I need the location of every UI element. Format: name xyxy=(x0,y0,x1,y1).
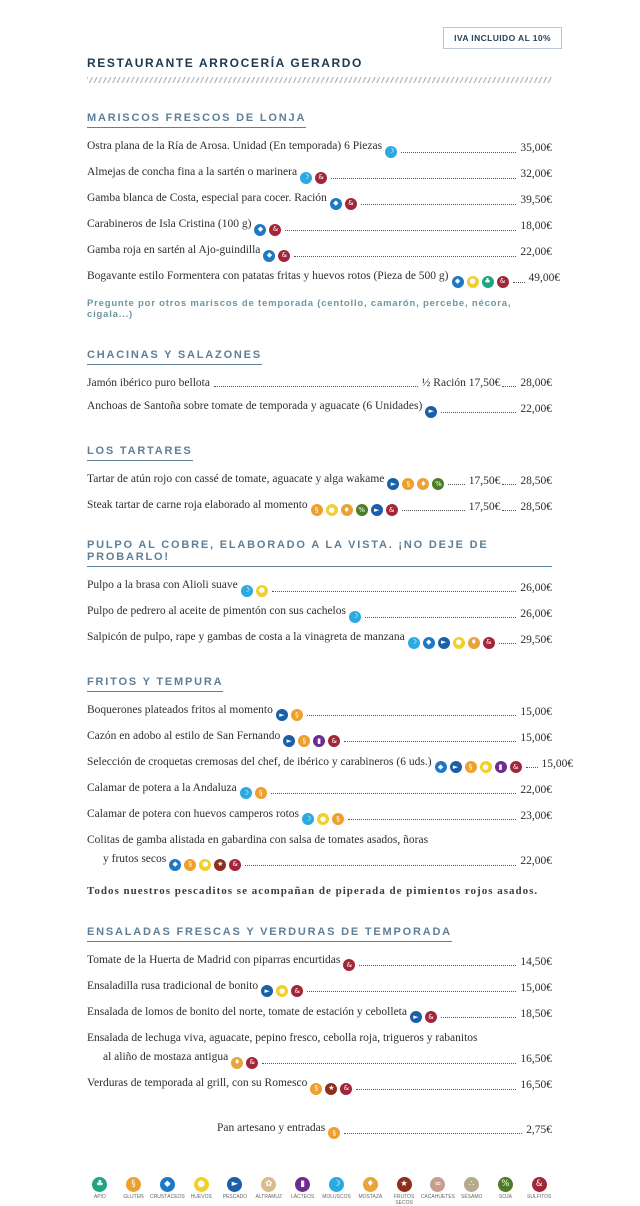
legend-label: CRUSTÁCEOS xyxy=(150,1194,185,1201)
menu-item-text: Colitas de gamba alistada en gabardina con salsa de tomates asados, ñoras xyxy=(87,833,429,846)
huevos-allergen-icon: ● xyxy=(326,504,338,516)
dotted-leader xyxy=(271,793,517,794)
menu-item-row xyxy=(87,1005,552,1022)
dotted-leader xyxy=(331,178,516,179)
legend-label: LÁCTEOS xyxy=(290,1194,315,1201)
menu-item-row xyxy=(87,139,552,156)
menu-item-row xyxy=(87,953,552,970)
legend-item-sesamo xyxy=(459,1177,485,1200)
menu-item-name-and-allergens xyxy=(87,953,355,970)
moluscos-allergen-icon: ☽ xyxy=(329,1177,344,1192)
sulfitos-allergen-icon: & xyxy=(386,504,398,516)
dotted-leader xyxy=(499,643,517,644)
menu-section xyxy=(87,922,552,1093)
sulfitos-allergen-icon: & xyxy=(343,959,355,971)
legend-item-mostaza xyxy=(358,1177,384,1200)
huevos-allergen-icon: ● xyxy=(199,859,211,871)
legend-label: PESCADO xyxy=(222,1194,248,1201)
menu-item-price: 2,75€ xyxy=(526,1123,552,1136)
menu-item-name-and-allergens xyxy=(87,399,437,416)
menu-item-row xyxy=(87,399,552,416)
menu-item-name: Selección de croquetas cremosas del chef, de ibérico y carabineros (6 uds.) xyxy=(87,755,432,768)
dotted-leader xyxy=(359,965,516,966)
apio-allergen-icon: ♣ xyxy=(482,276,494,288)
legend-label: APIO xyxy=(93,1194,106,1201)
dotted-leader xyxy=(307,715,516,716)
menu-item-price: 28,50€ xyxy=(520,501,552,513)
menu-item-price: 26,00€ xyxy=(520,581,552,594)
menu-item-name: Pulpo de pedrero al aceite de pimentón con sus cachelos xyxy=(87,605,346,618)
menu-item-name: Boquerones plateados fritos al momento xyxy=(87,703,273,716)
fried-fish-note: Todos nuestros pescaditos se acompañan de piperada de pimientos rojos asados. xyxy=(87,884,539,897)
gluten-allergen-icon: § xyxy=(255,787,267,799)
dotted-leader xyxy=(448,484,464,485)
menu-item-name-and-allergens xyxy=(87,269,509,286)
menu-item-name-and-allergens xyxy=(87,630,495,647)
lacteos-allergen-icon: ▮ xyxy=(313,735,325,747)
menu-item-row xyxy=(87,807,552,824)
pescado-allergen-icon: ► xyxy=(425,406,437,418)
gluten-allergen-icon: § xyxy=(465,761,477,773)
menu-item-name: Tomate de la Huerta de Madrid con piparras encurtidas xyxy=(87,953,341,966)
soja-allergen-icon: % xyxy=(432,478,444,490)
sulfitos-allergen-icon: & xyxy=(328,735,340,747)
section-heading: FRITOS Y TEMPURA xyxy=(87,676,223,692)
sulfitos-allergen-icon: & xyxy=(315,172,327,184)
legend-item-sulfitos xyxy=(526,1177,552,1200)
menu-item-price: 39,50€ xyxy=(520,194,552,207)
menu-item-price: 16,50€ xyxy=(520,1053,552,1066)
mostaza-allergen-icon: ♦ xyxy=(363,1177,378,1192)
bread-cover-item xyxy=(87,1121,552,1138)
moluscos-allergen-icon: ☽ xyxy=(241,585,253,597)
pescado-allergen-icon: ► xyxy=(410,1011,422,1023)
crustaceos-allergen-icon: ◆ xyxy=(452,276,464,288)
legend-label: MOLUSCOS xyxy=(322,1194,351,1201)
menu-item-name-and-allergens xyxy=(87,578,268,595)
menu-item-row xyxy=(217,1121,552,1138)
menu-item-price: 26,00€ xyxy=(520,607,552,620)
soja-allergen-icon: % xyxy=(498,1177,513,1192)
menu-item-name-and-allergens xyxy=(87,1005,437,1022)
dotted-leader xyxy=(262,1063,516,1064)
sulfitos-allergen-icon: & xyxy=(497,276,509,288)
frutos_secos-allergen-icon: ★ xyxy=(214,859,226,871)
legend-label: GLUTEN xyxy=(123,1194,144,1201)
menu-item-name-and-allergens xyxy=(87,139,397,156)
dotted-leader xyxy=(272,591,517,592)
lacteos-allergen-icon: ▮ xyxy=(295,1177,310,1192)
dotted-leader xyxy=(441,412,516,413)
menu-item-name: al aliño de mostaza antigua xyxy=(103,1051,229,1064)
menu-item-name: Gamba roja en sartén al Ajo-guindilla xyxy=(87,244,261,256)
dotted-leader xyxy=(502,484,516,485)
menu-item-row xyxy=(87,472,552,489)
menu-item-name: Salpicón de pulpo, rape y gambas de costa a la vinagreta de manzana xyxy=(87,631,405,644)
menu-item-row xyxy=(87,269,561,286)
menu-item-price: 29,50€ xyxy=(520,633,552,646)
half-portion-price: ½ Ración 17,50€ xyxy=(421,376,501,389)
iva-included-badge: IVA INCLUIDO AL 10% xyxy=(443,27,562,49)
gluten-allergen-icon: § xyxy=(291,709,303,721)
cacahuetes-allergen-icon: ∞ xyxy=(430,1177,445,1192)
pescado-allergen-icon: ► xyxy=(438,637,450,649)
menu-item-row xyxy=(87,630,552,647)
menu-item-price: 18,00€ xyxy=(520,220,552,233)
menu-item-name-and-allergens xyxy=(87,781,267,798)
moluscos-allergen-icon: ☽ xyxy=(385,146,397,158)
crustaceos-allergen-icon: ◆ xyxy=(423,637,435,649)
menu-item-price: 22,00€ xyxy=(520,246,552,259)
menu-item-row xyxy=(87,1050,552,1067)
legend-item-apio xyxy=(87,1177,113,1200)
menu-item-price: 32,00€ xyxy=(520,168,552,181)
legend-item-moluscos xyxy=(324,1177,350,1200)
pescado-allergen-icon: ► xyxy=(283,735,295,747)
menu-item-name-and-allergens xyxy=(87,979,303,996)
crustaceos-allergen-icon: ◆ xyxy=(160,1177,175,1192)
sulfitos-allergen-icon: & xyxy=(246,1057,258,1069)
gluten-allergen-icon: § xyxy=(298,735,310,747)
dotted-leader xyxy=(245,865,516,866)
dotted-leader xyxy=(526,767,538,768)
menu-section xyxy=(87,539,552,647)
menu-item-name: Almejas de concha fina a la sartén o marinera xyxy=(87,166,298,178)
legend-label: SOJA xyxy=(498,1194,512,1201)
mostaza-allergen-icon: ♦ xyxy=(231,1057,243,1069)
huevos-allergen-icon: ● xyxy=(453,637,465,649)
menu-item-name: Bogavante estilo Formentera con patatas fritas y huevos rotos (Pieza de 500 g) xyxy=(87,270,449,282)
menu-item-row xyxy=(87,243,552,260)
legend-item-frutos_secos xyxy=(391,1177,417,1206)
menu-item-price: 22,00€ xyxy=(520,855,552,868)
dotted-leader xyxy=(348,819,516,820)
crustaceos-allergen-icon: ◆ xyxy=(254,224,266,236)
menu-item-price: 15,00€ xyxy=(520,732,552,744)
legend-label: SULFITOS xyxy=(526,1194,552,1201)
sulfitos-allergen-icon: & xyxy=(532,1177,547,1192)
huevos-allergen-icon: ● xyxy=(480,761,492,773)
huevos-allergen-icon: ● xyxy=(317,813,329,825)
lacteos-allergen-icon: ▮ xyxy=(495,761,507,773)
menu-item-row xyxy=(87,755,574,772)
menu-item-price: 15,00€ xyxy=(520,981,552,994)
gluten-allergen-icon: § xyxy=(332,813,344,825)
menu-item-name-and-allergens xyxy=(87,807,344,824)
menu-item-name: Ensalada de lomos de bonito del norte, tomate de estación y cebolleta xyxy=(87,1005,407,1018)
menu-item-name-and-allergens xyxy=(87,191,357,208)
huevos-allergen-icon: ● xyxy=(276,985,288,997)
moluscos-allergen-icon: ☽ xyxy=(302,813,314,825)
menu-item-name: Pan artesano y entradas xyxy=(217,1121,326,1134)
menu-item-row xyxy=(87,729,552,746)
sulfitos-allergen-icon: & xyxy=(269,224,281,236)
menu-item-name-and-allergens xyxy=(87,729,340,746)
legend-label: CACAHUETES xyxy=(420,1194,455,1201)
menu-item-price: 22,00€ xyxy=(520,784,552,796)
legend-item-gluten xyxy=(121,1177,147,1200)
section-heading: PULPO AL COBRE, ELABORADO A LA VISTA. ¡NO DEJE DE PROBARLO! xyxy=(87,539,552,567)
legend-label: ALTRAMUZ xyxy=(255,1194,283,1201)
pescado-allergen-icon: ► xyxy=(227,1177,242,1192)
dotted-leader xyxy=(401,152,516,153)
menu-item-name: Steak tartar de carne roja elaborado al momento xyxy=(87,498,308,511)
legend-item-pescado xyxy=(222,1177,248,1200)
pescado-allergen-icon: ► xyxy=(387,478,399,490)
apio-allergen-icon: ♣ xyxy=(92,1177,107,1192)
menu-item-name: Cazón en adobo al estilo de San Fernando xyxy=(87,729,281,742)
menu-item-name-and-allergens xyxy=(87,498,398,515)
menu-section xyxy=(87,108,561,320)
dotted-leader xyxy=(356,1089,516,1090)
crustaceos-allergen-icon: ◆ xyxy=(330,198,342,210)
menu-item-name: Carabineros de Isla Cristina (100 g) xyxy=(87,218,252,230)
sulfitos-allergen-icon: & xyxy=(510,761,522,773)
moluscos-allergen-icon: ☽ xyxy=(300,172,312,184)
pescado-allergen-icon: ► xyxy=(276,709,288,721)
legend-label: SÉSAMO xyxy=(461,1194,483,1201)
pescado-allergen-icon: ► xyxy=(261,985,273,997)
menu-item-name-and-allergens xyxy=(87,604,361,621)
half-portion-price: 17,50€ xyxy=(468,501,501,513)
dotted-leader xyxy=(513,282,525,283)
menu-item-row xyxy=(87,165,552,182)
mostaza-allergen-icon: ♦ xyxy=(417,478,429,490)
menu-section xyxy=(87,672,574,897)
gluten-allergen-icon: § xyxy=(328,1127,340,1139)
crustaceos-allergen-icon: ◆ xyxy=(263,250,275,262)
menu-item-row xyxy=(87,703,552,720)
legend-item-altramuz xyxy=(256,1177,282,1200)
menu-item-name-and-allergens xyxy=(87,243,290,260)
menu-item-name-and-allergens xyxy=(87,165,327,182)
sulfitos-allergen-icon: & xyxy=(345,198,357,210)
mostaza-allergen-icon: ♦ xyxy=(341,504,353,516)
frutos_secos-allergen-icon: ★ xyxy=(397,1177,412,1192)
section-heading: CHACINAS Y SALAZONES xyxy=(87,349,262,365)
menu-item-price: 15,00€ xyxy=(541,758,574,770)
frutos_secos-allergen-icon: ★ xyxy=(325,1083,337,1095)
menu-item-price: 22,00€ xyxy=(520,402,552,415)
menu-item-name: Ostra plana de la Ría de Arosa. Unidad (En temporada) 6 Piezas xyxy=(87,140,383,152)
dotted-leader xyxy=(294,256,516,257)
menu-item-row xyxy=(87,217,552,234)
crustaceos-allergen-icon: ◆ xyxy=(435,761,447,773)
menu-item-price: 28,00€ xyxy=(520,376,552,389)
mostaza-allergen-icon: ♦ xyxy=(468,637,480,649)
restaurant-title: RESTAURANTE ARROCERÍA GERARDO xyxy=(87,56,363,70)
menu-item-price: 18,50€ xyxy=(520,1007,552,1020)
allergen-legend xyxy=(87,1177,552,1206)
sulfitos-allergen-icon: & xyxy=(425,1011,437,1023)
sulfitos-allergen-icon: & xyxy=(291,985,303,997)
menu-item-price: 23,00€ xyxy=(520,810,552,822)
huevos-allergen-icon: ● xyxy=(256,585,268,597)
menu-item-name: Jamón ibérico puro bellota xyxy=(87,376,210,389)
menu-item-name-and-allergens xyxy=(87,376,210,390)
dotted-leader xyxy=(214,386,418,387)
menu-item-row xyxy=(87,979,552,996)
legend-item-lacteos xyxy=(290,1177,316,1200)
menu-item-name: Verduras de temporada al grill, con su Romesco xyxy=(87,1077,308,1090)
menu-item-name: Calamar de potera con huevos camperos rotos xyxy=(87,807,300,820)
legend-item-soja xyxy=(493,1177,519,1200)
moluscos-allergen-icon: ☽ xyxy=(240,787,252,799)
menu-item-name: Pulpo a la brasa con Alioli suave xyxy=(87,579,238,592)
menu-item-row xyxy=(87,498,552,515)
gluten-allergen-icon: § xyxy=(184,859,196,871)
legend-item-huevos xyxy=(188,1177,214,1200)
dotted-leader xyxy=(361,204,517,205)
menu-item-name: Anchoas de Santoña sobre tomate de temporada y aguacate (6 Unidades) xyxy=(87,400,423,413)
menu-item-name-and-allergens xyxy=(217,1121,340,1138)
half-portion-price: 17,50€ xyxy=(468,475,501,487)
menu-item-row xyxy=(87,1076,552,1093)
sulfitos-allergen-icon: & xyxy=(483,637,495,649)
gluten-allergen-icon: § xyxy=(402,478,414,490)
menu-item-name-and-allergens xyxy=(87,1050,258,1067)
dotted-leader xyxy=(502,510,516,511)
menu-item-name-and-allergens xyxy=(87,1076,352,1093)
menu-item-price: 16,50€ xyxy=(520,1079,552,1092)
menu-item-price: 14,50€ xyxy=(520,955,552,968)
menu-item-name-and-allergens xyxy=(87,472,444,489)
pescado-allergen-icon: ► xyxy=(371,504,383,516)
menu-sections xyxy=(87,108,574,1093)
legend-label: HUEVOS xyxy=(190,1194,212,1201)
sulfitos-allergen-icon: & xyxy=(229,859,241,871)
menu-item-name: y frutos secos xyxy=(103,853,167,866)
dotted-leader xyxy=(402,510,465,511)
dotted-leader xyxy=(365,617,516,618)
crustaceos-allergen-icon: ◆ xyxy=(169,859,181,871)
menu-section xyxy=(87,441,552,515)
hatch-divider xyxy=(87,77,552,83)
huevos-allergen-icon: ● xyxy=(194,1177,209,1192)
legend-label: FRUTOS SECOS xyxy=(393,1194,415,1206)
section-heading: LOS TARTARES xyxy=(87,445,193,461)
menu-item-row xyxy=(87,604,552,621)
menu-item-name: Tartar de atún rojo con cassé de tomate, aguacate y alga wakame xyxy=(87,472,385,485)
menu-item-row xyxy=(87,852,552,869)
menu-item-price: 49,00€ xyxy=(528,272,561,285)
soja-allergen-icon: % xyxy=(356,504,368,516)
seasonal-seafood-note: Pregunte por otros mariscos de temporada (centollo, camarón, percebe, nécora, cigala...) xyxy=(87,297,512,320)
menu-item-name: Ensaladilla rusa tradicional de bonito xyxy=(87,979,259,992)
menu-item-name: Gamba blanca de Costa, especial para cocer. Ración xyxy=(87,192,327,204)
moluscos-allergen-icon: ☽ xyxy=(349,611,361,623)
sulfitos-allergen-icon: & xyxy=(340,1083,352,1095)
legend-item-cacahuetes xyxy=(420,1177,455,1201)
dotted-leader xyxy=(344,741,516,742)
menu-item-row xyxy=(87,578,552,595)
pescado-allergen-icon: ► xyxy=(450,761,462,773)
menu-item-text: Ensalada de lechuga viva, aguacate, pepino fresco, cebolla roja, trigueros y rabanitos xyxy=(87,1031,478,1044)
menu-item-name-and-allergens xyxy=(87,217,281,234)
menu-item-name: Calamar de potera a la Andaluza xyxy=(87,781,237,794)
huevos-allergen-icon: ● xyxy=(467,276,479,288)
section-heading: MARISCOS FRESCOS DE LONJA xyxy=(87,112,306,128)
moluscos-allergen-icon: ☽ xyxy=(408,637,420,649)
dotted-leader xyxy=(344,1133,522,1134)
altramuz-allergen-icon: ✿ xyxy=(261,1177,276,1192)
gluten-allergen-icon: § xyxy=(311,504,323,516)
dotted-leader xyxy=(285,230,516,231)
legend-item-crustaceos xyxy=(150,1177,185,1201)
menu-item-price: 35,00€ xyxy=(520,142,552,155)
menu-item-name-and-allergens xyxy=(87,703,303,720)
menu-section xyxy=(87,345,552,416)
dotted-leader xyxy=(441,1017,516,1018)
gluten-allergen-icon: § xyxy=(126,1177,141,1192)
menu-item-row xyxy=(87,376,552,390)
sulfitos-allergen-icon: & xyxy=(278,250,290,262)
menu-item-row xyxy=(87,191,552,208)
menu-item-name-and-allergens xyxy=(87,852,241,869)
menu-item-row xyxy=(87,781,552,798)
menu-item-name-and-allergens xyxy=(87,755,522,772)
dotted-leader xyxy=(502,386,516,387)
section-heading: ENSALADAS FRESCAS Y VERDURAS DE TEMPORADA xyxy=(87,926,452,942)
dotted-leader xyxy=(307,991,516,992)
gluten-allergen-icon: § xyxy=(310,1083,322,1095)
menu-item-price: 15,00€ xyxy=(520,706,552,718)
menu-item-price: 28,50€ xyxy=(520,475,552,487)
legend-label: MOSTAZA xyxy=(358,1194,383,1201)
sesamo-allergen-icon: ∴ xyxy=(464,1177,479,1192)
